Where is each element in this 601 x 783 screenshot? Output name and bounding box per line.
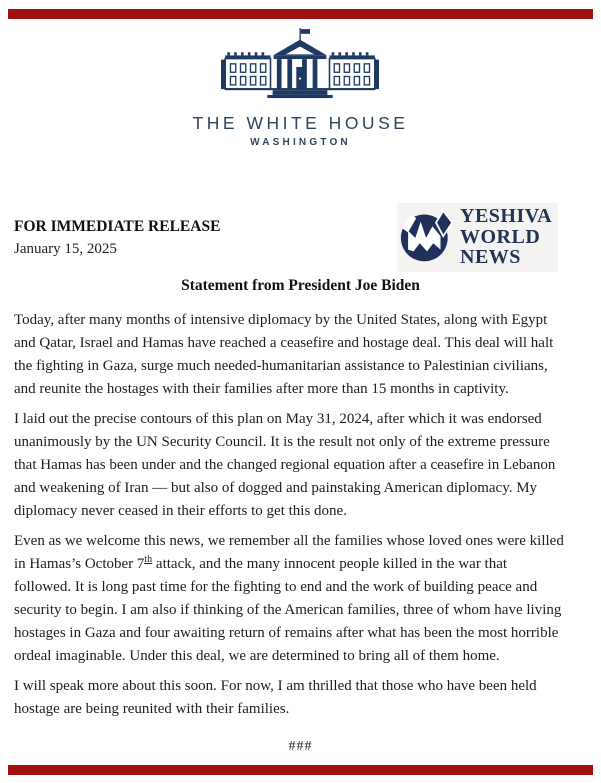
body-line: unanimously by the UN Security Council. It is the result not only of the extreme pressure [14,434,550,450]
body-line: diplomacy never ceased in their efforts to get this done. [14,503,347,519]
ywn-wordmark [460,206,552,268]
top-red-bar [8,9,593,19]
white-house-wordmark: THE WHITE HOUSE [192,113,409,133]
body-line: I will speak more about this soon. For now, I am thrilled that those who have been held [14,678,537,694]
body-line: and weakening of Iran — but also of dogged and painstaking American diplomacy. My [14,480,538,496]
body-line: Today, after many months of intensive diplomacy by the United States, along with Egypt [14,312,548,328]
body-line: in Hamas’s October 7th attack, and the many innocent people killed in the war that [14,554,508,572]
end-of-release-mark: ### [288,739,313,754]
ordinal-superscript: th [144,554,153,565]
body-paragraph [14,309,587,401]
washington-label: WASHINGTON [250,137,351,148]
ywn-word-news: NEWS [460,246,521,268]
body-line: ordeal imaginable. Under this deal, we are determined to bring all of them home. [14,648,500,664]
ywn-word-yeshiva: YESHIVA [460,205,553,227]
statement-body [14,309,587,758]
body-paragraph [14,408,587,523]
body-line: and Qatar, Israel and Hamas have reached a ceasefire and hostage deal. This deal will halt [14,335,554,351]
body-line: the fighting in Gaza, surge much needed-humanitarian assistance to Palestinian civilians, [14,358,548,374]
body-line: security to begin. I am also if thinking of the American families, three of whom have living [14,602,562,618]
body-line: and reunite the hostages with their families after more than 15 months in captivity. [14,381,509,397]
statement-title: Statement from President Joe Biden [181,277,420,294]
for-immediate-release-label: FOR IMMEDIATE RELEASE [14,218,221,235]
release-date: January 15, 2025 [14,241,117,257]
ywn-circle-w-icon [400,208,454,266]
white-house-logo-icon [221,28,379,106]
ywn-logo [397,203,558,272]
body-line: I laid out the precise contours of this plan on May 31, 2024, after which it was endorsed [14,411,542,427]
body-line: that Hamas has been under and the changed regional equation after a ceasefire in Lebanon [14,457,556,473]
body-line: followed. It is long past time for the fighting to end and the work of building peace and [14,579,538,595]
body-line: Even as we welcome this news, we remember all the families whose loved ones were killed [14,533,564,549]
ywn-word-world: WORLD [460,225,541,248]
body-paragraph [14,675,587,721]
body-line: hostages in Gaza and four awaiting return of remains after what has been the most horrible [14,625,559,641]
body-paragraph [14,530,587,668]
bottom-red-bar [8,765,593,775]
body-line: hostage are being reunited with their families. [14,701,290,717]
